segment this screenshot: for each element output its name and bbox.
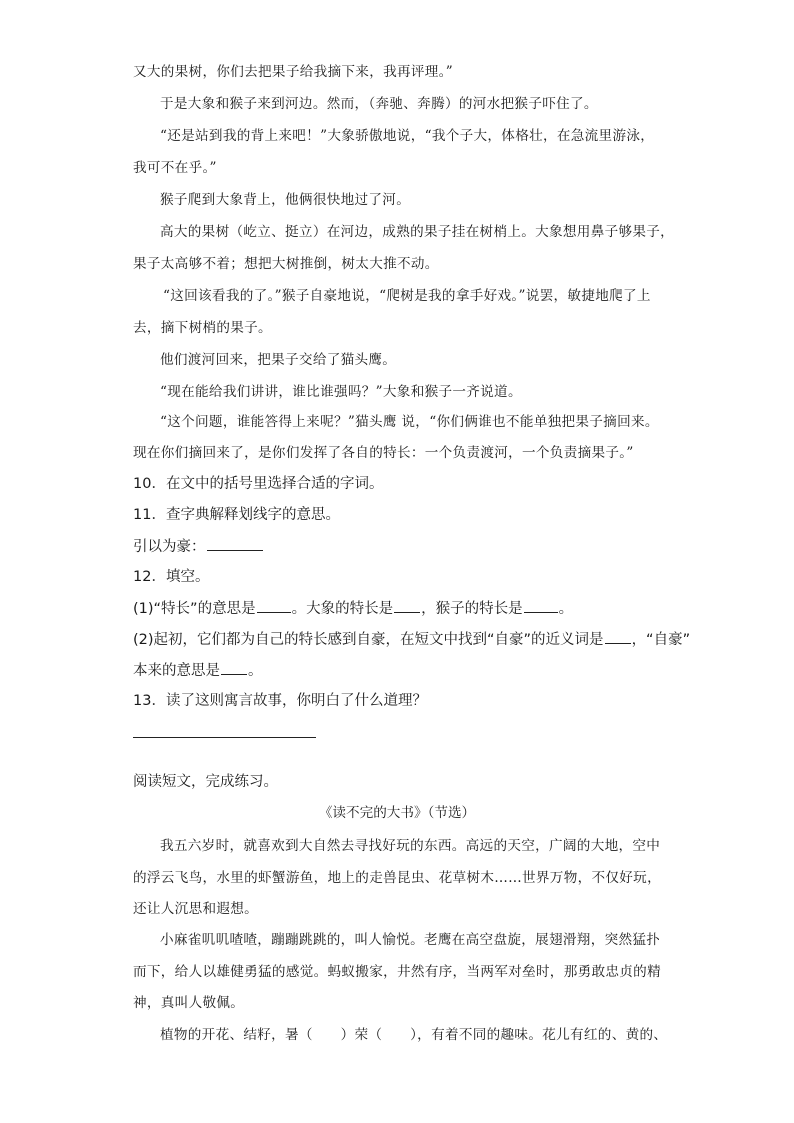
question-11-item [133, 536, 264, 557]
question-11-item-label: 引以为豪： [133, 539, 206, 555]
question-10: 10．在文中的括号里选择合适的字词。 [133, 476, 384, 492]
passage2-p2-line2: 而下，给人以雄健勇猛的感觉。蚂蚁搬家，井然有序，当两军对垒时，那勇敢忠贞的精 [133, 964, 661, 980]
answer-blank[interactable] [605, 629, 631, 644]
story-p3-line1: “还是站到我的背上来吧！”大象骄傲地说，“我个子大，体格壮，在急流里游泳， [160, 128, 655, 144]
story-p9-line1: “这个问题，谁能答得上来呢？”猫头鹰 说，“你们俩谁也不能单独把果子摘回来。 [160, 414, 659, 430]
story-p5-line1: 高大的果树（屹立、挺立）在河边，成熟的果子挂在树梢上。大象想用鼻子够果子， [160, 224, 675, 240]
passage-title: 《读不完的大书》（节选） [318, 805, 476, 821]
q12-1-text-a: (1)“特长”的意思是 [133, 601, 256, 617]
passage2-p1-line1: 我五六岁时，就喜欢到大自然去寻找好玩的东西。高远的天空，广阔的大地，空中 [160, 838, 661, 854]
passage2-p2-line3: 神，真叫人敬佩。 [133, 995, 245, 1011]
passage2-p2-line1: 小麻雀叽叽喳喳，蹦蹦跳跳的，叫人愉悦。老鹰在高空盘旋，展翅滑翔，突然猛扑 [160, 932, 661, 948]
q12-2-text-b: ，“自豪” [631, 632, 691, 648]
q12-2-line2-text-a: 本来的意思是 [133, 663, 220, 679]
question-12-part-2-line2 [133, 660, 263, 681]
story-p7-line1: 他们渡河回来，把果子交给了猫头鹰。 [160, 352, 397, 368]
story-p1-line1: 又大的果树，你们去把果子给我摘下来，我再评理。” [133, 64, 454, 80]
question-11: 11．查字典解释划线字的意思。 [133, 507, 340, 523]
q12-1-text-d: 。 [558, 601, 574, 617]
passage2-p3-line1: 植物的开花、结籽，暑（ ）荣（ ），有着不同的趣味。花儿有红的、黄的、 [160, 1027, 668, 1043]
answer-line[interactable] [133, 737, 316, 738]
q12-1-text-c: ，猴子的特长是 [421, 601, 523, 617]
question-12-part-1 [133, 598, 573, 619]
answer-blank[interactable] [257, 598, 291, 613]
passage2-p1-line3: 还让人沉思和遐想。 [133, 901, 259, 917]
question-12-part-2 [133, 629, 690, 650]
answer-blank[interactable] [221, 660, 247, 675]
q12-1-text-b: 。大象的特长是 [291, 601, 394, 617]
answer-blank[interactable] [524, 598, 558, 613]
story-p4-line1: 猴子爬到大象背上，他俩很快地过了河。 [160, 192, 411, 208]
answer-blank[interactable] [394, 598, 420, 613]
question-13: 13．读了这则寓言故事，你明白了什么道理？ [133, 693, 427, 709]
story-p6-line1: “这回该看我的了。”猴子自豪地说，“爬树是我的拿手好戏。”说罢，敏捷地爬了上 [163, 288, 651, 304]
answer-blank[interactable] [207, 536, 263, 551]
q12-2-text-a: (2)起初，它们都为自己的特长感到自豪，在短文中找到“自豪”的近义词是 [133, 632, 604, 648]
story-p2-line1: 于是大象和猴子来到河边。然而，（奔驰、奔腾）的河水把猴子吓住了。 [160, 96, 598, 112]
story-p3-line2: 我可不在乎。” [133, 160, 217, 176]
story-p9-line2: 现在你们摘回来了，是你们发挥了各自的特长：一个负责渡河，一个负责摘果子。” [133, 445, 634, 461]
reading-instruction: 阅读短文，完成练习。 [133, 774, 278, 790]
q12-2-line2-text-b: 。 [248, 663, 263, 679]
question-12: 12．填空。 [133, 569, 210, 585]
passage2-p1-line2: 的浮云飞鸟，水里的虾蟹游鱼，地上的走兽昆虫、花草树木……世界万物，不仅好玩， [133, 870, 661, 886]
story-p8-line1: “现在能给我们讲讲，谁比谁强吗？”大象和猴子一齐说道。 [160, 384, 522, 400]
story-p6-line2: 去，摘下树梢的果子。 [133, 320, 272, 336]
story-p5-line2: 果子太高够不着；想把大树推倒，树太大推不动。 [133, 256, 439, 272]
